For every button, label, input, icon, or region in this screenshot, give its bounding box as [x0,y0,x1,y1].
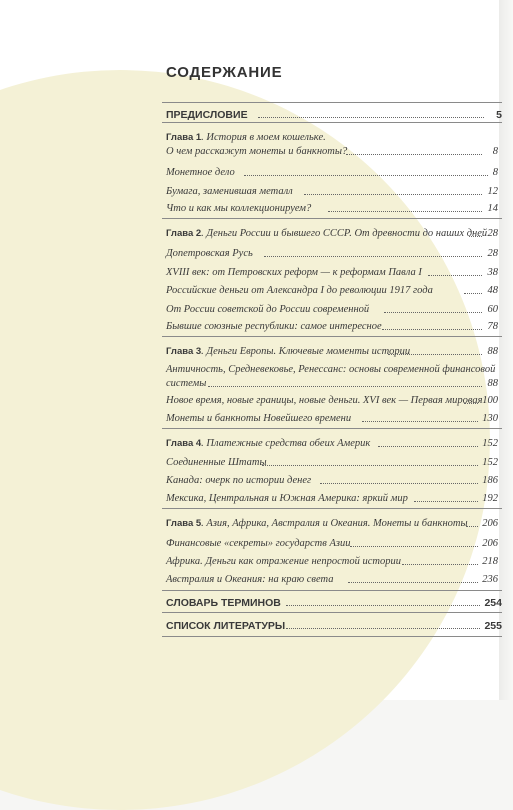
toc-item[interactable] [166,394,498,407]
entry-label: Монеты и банкноты Новейшего времени [166,413,352,424]
toc-item-cont[interactable] [166,377,498,390]
entry-page: 255 [484,620,502,632]
divider [162,122,502,123]
entry-page: 38 [487,267,498,278]
toc-item[interactable] [166,456,498,469]
entry-label: Новое время, новые границы, новые деньги. XVI век — Первая мировая [166,395,483,406]
divider [162,336,502,337]
leader-dots [464,403,478,404]
leader-dots [286,628,480,629]
leader-dots [262,465,478,466]
toc-item[interactable] [166,166,498,179]
leader-dots [382,329,482,330]
divider [162,590,502,591]
divider [162,508,502,509]
toc-item[interactable] [166,555,498,568]
entry-page: 206 [482,518,498,529]
divider [162,218,502,219]
entry-label: Бывшие союзные республики: самое интересное [166,321,382,332]
chapter-title: . История в моем кошельке. [201,132,326,143]
toc-entry-preface[interactable] [166,109,502,121]
chapter-title: О чем расскажут монеты и банкноты? [166,146,348,157]
toc-item[interactable] [166,284,498,297]
entry-label: Античность, Средневековье, Ренессанс: основы современной финансовой [166,364,496,375]
entry-page: 48 [487,285,498,296]
entry-page: 206 [482,538,498,549]
toc-item[interactable] [166,185,498,198]
leader-dots [304,194,482,195]
entry-page: 5 [496,109,502,121]
toc-item[interactable] [166,266,498,279]
entry-page: 186 [482,475,498,486]
toc-chapter-5[interactable] [166,517,498,530]
leader-dots [348,582,478,583]
leader-dots [244,175,488,176]
leader-dots [388,354,482,355]
entry-label: Соединенные Штаты [166,457,267,468]
entry-page: 60 [487,304,498,315]
leader-dots [328,211,482,212]
entry-page: 152 [482,438,498,449]
entry-page: 100 [482,395,498,406]
chapter-prefix: Глава 1 [166,132,202,143]
entry-page: 8 [492,167,498,178]
chapter-prefix: Глава 3 [166,346,202,357]
toc-chapter-4[interactable] [166,437,498,450]
entry-label: Африка. Деньги как отражение непростой истории [166,556,401,567]
chapter-title: . Деньги России и бывшего СССР. От древности до наших дней [201,228,488,239]
divider [162,102,502,103]
entry-label: Монетное дело [166,167,235,178]
entry-label: Канада: очерк по истории денег [166,475,312,486]
entry-label: От России советской до России современной [166,304,370,315]
toc-chapter-2[interactable] [166,227,498,240]
divider [162,636,502,637]
entry-label: Что и как мы коллекционируем? [166,203,312,214]
entry-label: Финансовые «секреты» государств Азии [166,538,351,549]
leader-dots [469,236,482,237]
leader-dots [258,117,484,118]
entry-page: 28 [487,248,498,259]
entry-page: 192 [482,493,498,504]
entry-page: 8 [492,146,498,157]
toc-item[interactable] [166,537,498,550]
toc-item[interactable] [166,474,498,487]
toc-entry-glossary[interactable] [166,597,502,609]
entry-page: 78 [487,321,498,332]
leader-dots [414,501,478,502]
entry-label: Мексика, Центральная и Южная Америка: яркий мир [166,493,408,504]
entry-page: 14 [487,203,498,214]
entry-label: XVIII век: от Петровских реформ — к реформам Павла I [166,267,422,278]
leader-dots [466,526,478,527]
leader-dots [428,275,482,276]
toc-chapter-3[interactable] [166,345,498,358]
page-title: СОДЕРЖАНИЕ [166,64,283,81]
chapter-prefix: Глава 2 [166,228,202,239]
entry-label: Российские деньги от Александра I до революции 1917 года [166,285,433,296]
entry-label: ПРЕДИСЛОВИЕ [166,109,248,121]
leader-dots [402,564,478,565]
chapter-title: . Деньги Европы. Ключевые моменты истории [201,346,411,357]
leader-dots [208,386,482,387]
entry-label: СЛОВАРЬ ТЕРМИНОВ [166,597,281,609]
leader-dots [286,605,480,606]
entry-page: 218 [482,556,498,567]
leader-dots [350,546,478,547]
entry-page: 254 [484,597,502,609]
entry-label: Австралия и Океания: на краю света [166,574,334,585]
entry-page: 152 [482,457,498,468]
entry-label: системы [166,378,207,389]
leader-dots [362,421,478,422]
chapter-title: . Азия, Африка, Австралия и Океания. Монеты и банкноты [201,518,468,529]
toc-item[interactable] [166,320,498,333]
divider [162,428,502,429]
toc-chapter-1[interactable] [166,131,498,144]
toc-item[interactable] [166,492,498,505]
entry-label: Бумага, заменившая металл [166,186,293,197]
entry-page: 130 [482,413,498,424]
divider [162,612,502,613]
toc-item[interactable] [166,202,498,215]
leader-dots [384,312,482,313]
entry-label: СПИСОК ЛИТЕРАТУРЫ [166,620,286,632]
entry-page: 88 [487,378,498,389]
leader-dots [464,293,482,294]
entry-label: Допетровская Русь [166,248,253,259]
toc-item[interactable] [166,247,498,260]
entry-page: 236 [482,574,498,585]
leader-dots [346,154,482,155]
toc-item[interactable] [166,412,498,425]
toc-item[interactable] [166,573,498,586]
entry-page: 12 [487,186,498,197]
chapter-title: . Платежные средства обеих Америк [201,438,371,449]
toc-entry-literature[interactable] [166,620,502,632]
entry-page: 88 [487,346,498,357]
toc-item[interactable] [166,303,498,316]
chapter-prefix: Глава 5 [166,518,202,529]
leader-dots [264,256,482,257]
toc-chapter-1-line2[interactable] [166,145,498,158]
entry-page: 28 [487,228,498,239]
chapter-prefix: Глава 4 [166,438,202,449]
leader-dots [320,483,478,484]
leader-dots [378,446,478,447]
toc-item[interactable] [166,363,498,376]
